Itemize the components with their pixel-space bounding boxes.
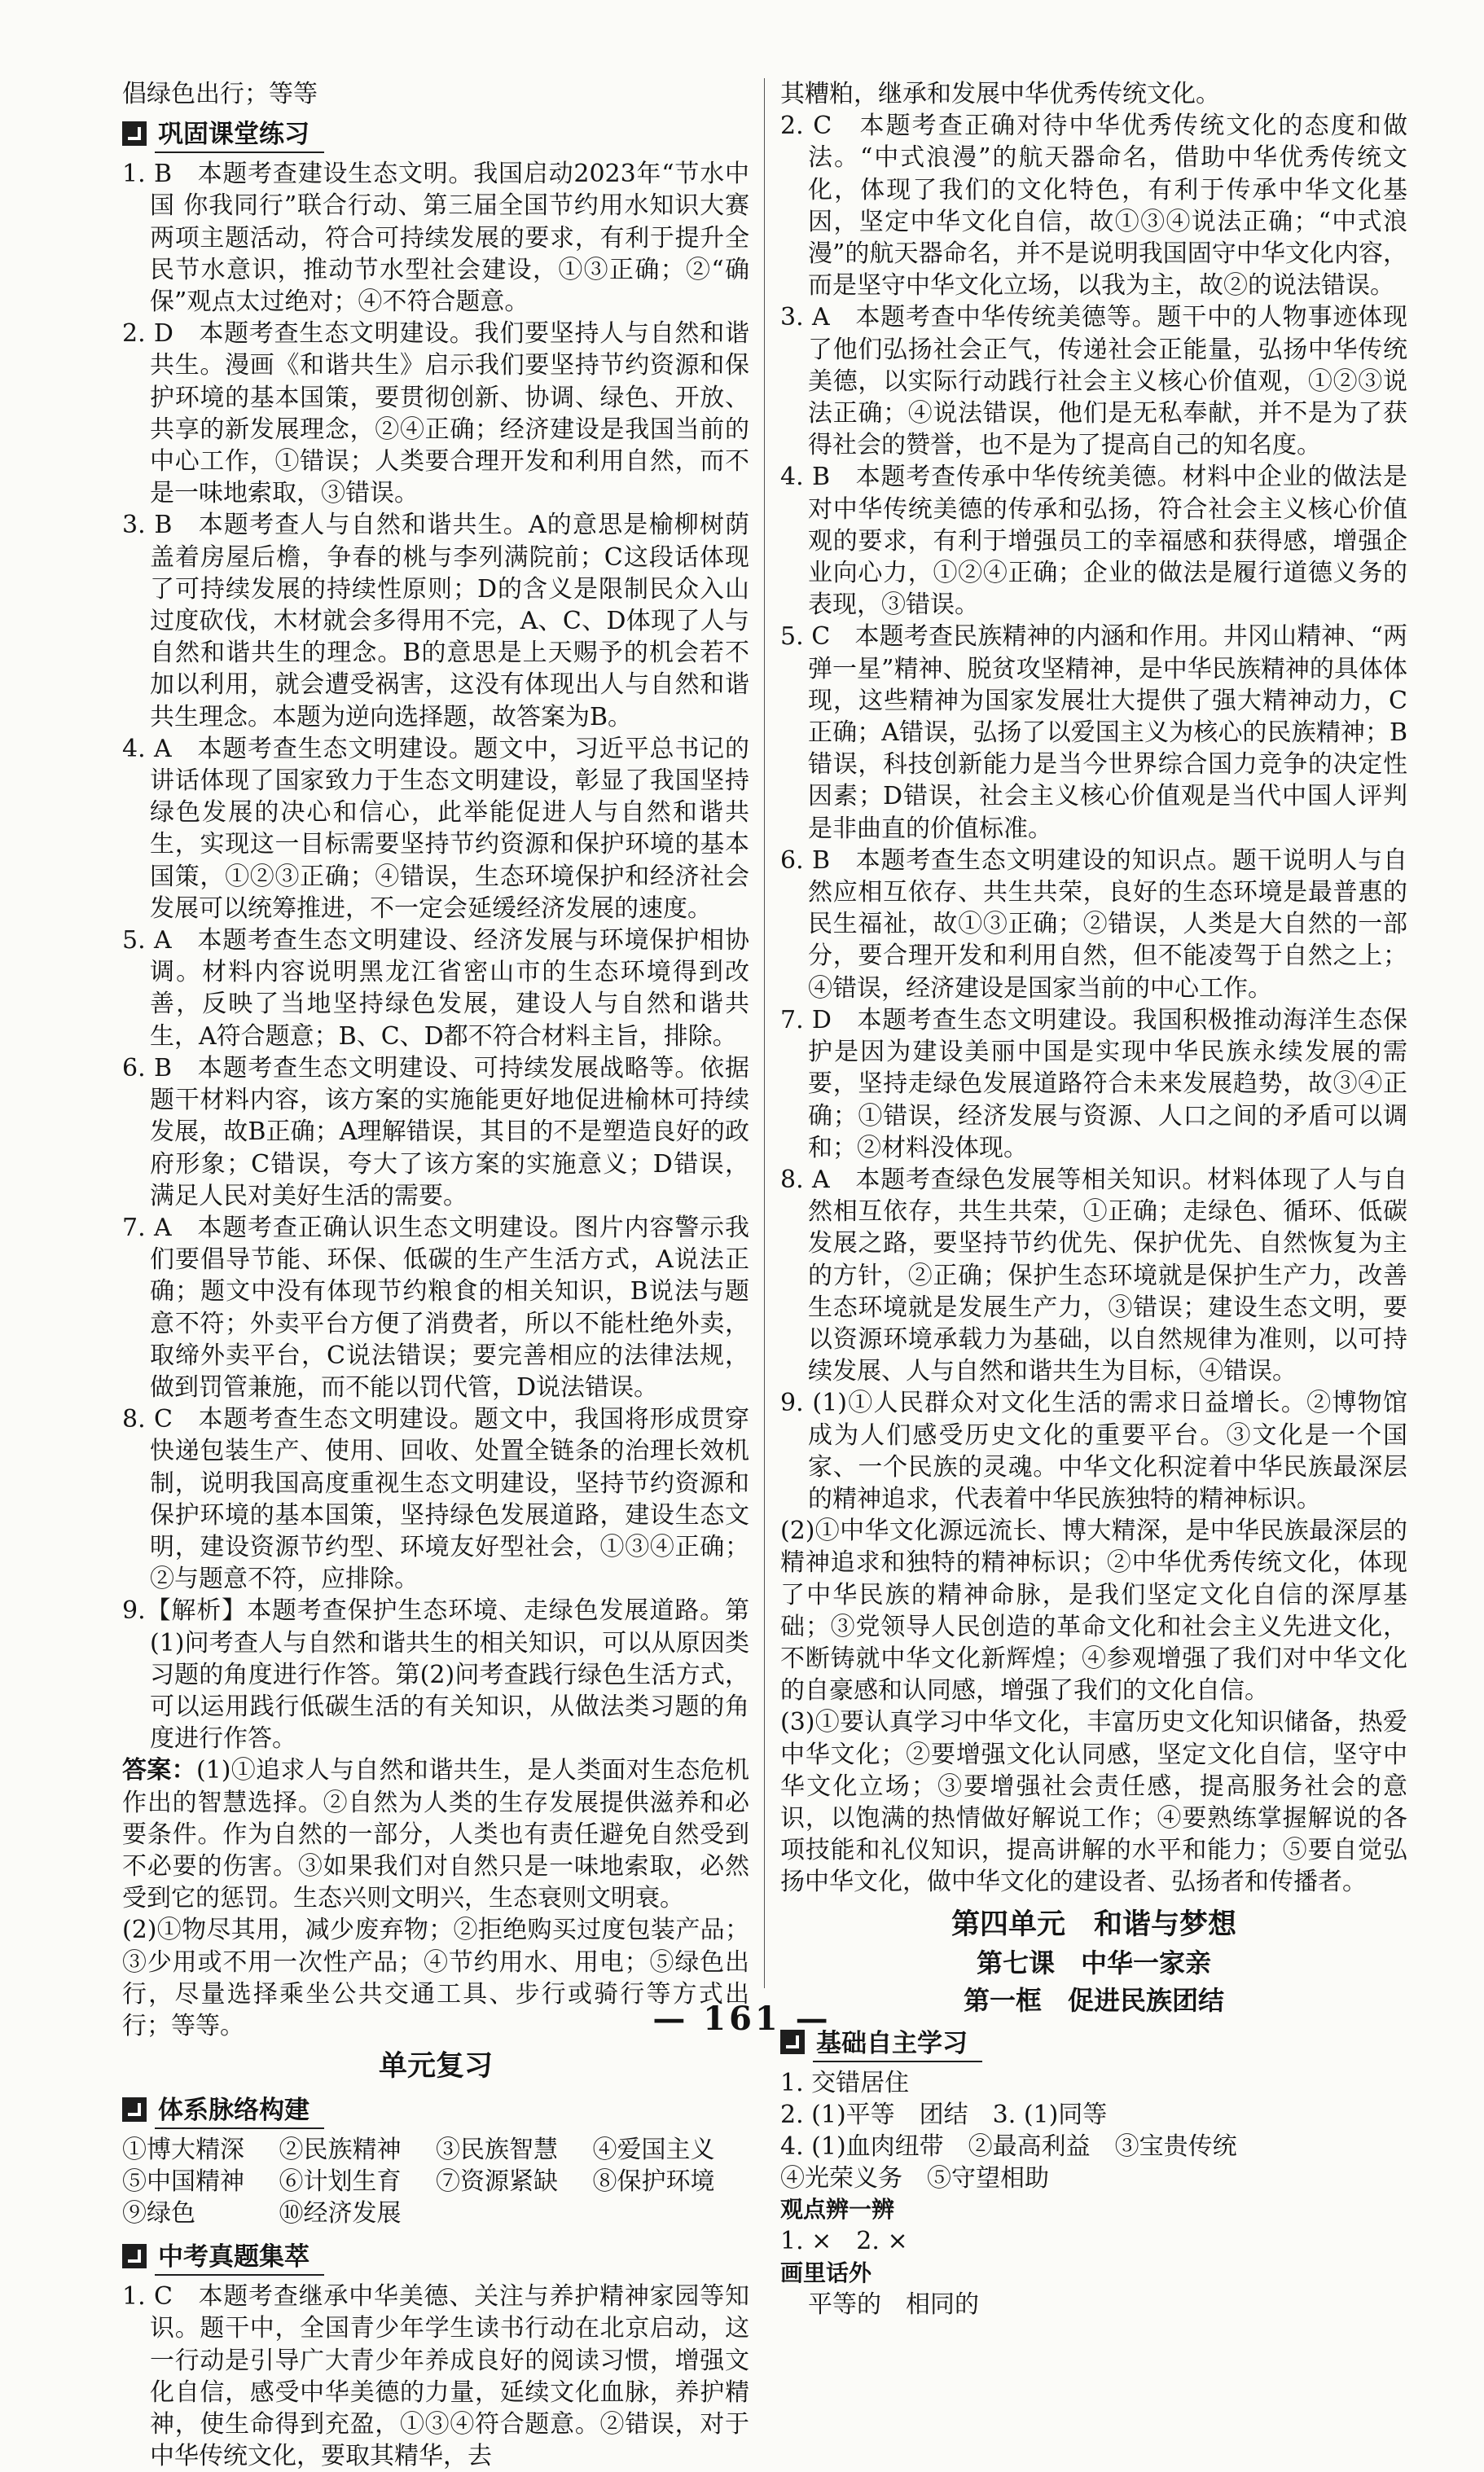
section-title: 巩固课堂练习 — [155, 113, 324, 153]
arrow-box-icon — [122, 121, 147, 146]
answer-item: 6. B 本题考查生态文明建设的知识点。题干说明人与自然应相互依存、共生共荣，良好的生态环境是最普惠的民生福祉，故①③正确；②错误，人类是大自然的一部分，要合理开发和利用自然，但不能凌驾于自然之上；④错误，经济建设是国家当前的中心工作。 — [780, 845, 1407, 1003]
answer-item: 3. A 本题考查中华传统美德等。题干中的人物事迹体现了他们弘扬社会正气，传递社会正能量，弘扬中华传统美德，以实际行动践行社会主义核心价值观，①②③说法正确；④说法错误，他们是无私奉献，并不是为了获得社会的赞誉，也不是为了提高自己的知名度。 — [780, 303, 1407, 460]
continuation-text: 倡绿色出行；等等 — [122, 80, 318, 108]
arrow-box-icon — [122, 2244, 147, 2268]
basic-answer: 2. (1)平等 团结 3. (1)同等 — [780, 2100, 1108, 2129]
answer-item: 6. B 本题考查生态文明建设、可持续发展战略等。依据题干材料内容，该方案的实施能更好地促进榆林可持续发展，故B正确；A理解错误，其目的不是塑造良好的政府形象；C错误，夸大了该方案的实施意义；D错误，满足人民对美好生活的需要。 — [122, 1053, 749, 1210]
answer-item: 4. B 本题考查传承中华传统美德。材料中企业的做法是对中华传统美德的传承和弘扬，符合社会主义核心价值观的要求，有利于增强员工的幸福感和获得感，增强企业向心力，①②④正确；企业的做法是履行道德义务的表现，③错误。 — [780, 463, 1407, 620]
framework-item: ⑦资源紧缺 — [436, 2167, 558, 2197]
arrow-box-icon — [122, 2097, 147, 2122]
basic-answer: ④光荣义务 ⑤守望相助 — [780, 2164, 1049, 2193]
answer-item: 7. A 本题考查正确认识生态文明建设。图片内容警示我们要倡导节能、环保、低碳的生产生活方式，A说法正确；题文中没有体现节约粮食的相关知识，B说法与题意不符；外卖平台方便了消费者，所以不能杜绝外卖，取缔外卖平台，C说法错误；要完善相应的法律法规，做到罚管兼施，而不能以罚代管，D说法错误。 — [122, 1213, 749, 1402]
answer-item: 8. C 本题考查生态文明建设。题文中，我国将形成贯穿快递包装生产、使用、回收、处置全链条的治理长效机制，说明我国高度重视生态文明建设，坚持节约资源和保护环境的基本国策，坚持绿色发展道路，建设生态文明，建设资源节约型、环境友好型社会，①③④正确；②与题意不符，应排除。 — [122, 1405, 749, 1594]
unit-title: 第四单元 和谐与梦想 — [951, 1908, 1236, 1941]
answer-item-9-part3: (3)①要认真学习中华文化，丰富历史文化知识储备，热爱中华文化；②要增强文化认同感，坚定文化自信，坚守中华文化立场；③要增强社会责任感，提高服务社会的意识，以饱满的热情做好解说工作；④要熟练掌握解说的各项技能和礼仪知识，提高讲解的水平和能力；⑤要自觉弘扬中华文化，做中华文化的建设者、弘扬者和传播者。 — [780, 1708, 1407, 1897]
view-title: 观点辨一辨 — [780, 2196, 895, 2224]
picture-title: 画里话外 — [780, 2259, 872, 2286]
section-header-framework — [122, 2089, 749, 2129]
answer-item: 1. C 本题考查继承中华美德、关注与养护精神家园等知识。题干中，全国青少年学生读书行动在北京启动，这一行动是引导广大青少年养成良好的阅读习惯，增强文化自信，感受中华美德的力量，延续文化血脉，养护精神，使生命得到充盈，①③④符合题意。②错误，对于中华传统文化，要取其精华，去 — [122, 2282, 749, 2471]
framework-item: ④爱国主义 — [592, 2136, 715, 2165]
section-title: 体系脉络构建 — [155, 2089, 324, 2129]
answer-item: 8. A 本题考查绿色发展等相关知识。材料体现了人与自然相互依存，共生共荣，①正确；走绿色、循环、低碳发展之路，要坚持节约优先、保护优先、自然恢复为主的方针，②正确；保护生态环境就是保护生产力，改善生态环境就是发展生产力，③错误；建设生态文明，要以资源环境承载力为基础，以自然规律为准则，以可持续发展、人与自然和谐共生为目标，④错误。 — [780, 1165, 1407, 1386]
answer-item-9-part2: (2)①中华文化源远流长、博大精深，是中华民族最深层的精神追求和独特的精神标识；②中华优秀传统文化，体现了中华民族的精神命脉，是我们坚定文化自信的深厚基础；③党领导人民创造的革命文化和社会主义先进文化，不断铸就中华文化新辉煌；④参观增强了我们对中华文化的自豪感和认同感，增强了我们的文化自信。 — [780, 1517, 1407, 1706]
answer-item: 5. C 本题考查民族精神的内涵和作用。井冈山精神、“两弹一星”精神、脱贫攻坚精神，是中华民族精神的具体体现，这些精神为国家发展壮大提供了强大精神动力，C正确；A错误，弘扬了以爱国主义为核心的民族精神；B错误，科技创新能力是当今世界综合国力竞争的决定性因素；D错误，社会主义核心价值观是当代中国人评判是非曲直的价值标准。 — [780, 622, 1407, 843]
section-header-practice — [122, 113, 749, 153]
answer-item: 5. A 本题考查生态文明建设、经济发展与环境保护相协调。材料内容说明黑龙江省密山市的生态环境得到改善，反映了当地坚持绿色发展，建设人与自然和谐共生，A符合题意；B、C、D都不符合材料主旨，排除。 — [122, 926, 749, 1051]
framework-item: ⑥计划生育 — [279, 2167, 402, 2197]
lesson-title: 第七课 中华一家亲 — [976, 1947, 1211, 1978]
answer-item: 7. D 本题考查生态文明建设。我国积极推动海洋生态保护是因为建设美丽中国是实现中华民族永续发展的需要，坚持走绿色发展道路符合未来发展趋势，故③④正确；①错误，经济发展与资源、人口之间的矛盾可以调和；②材料没体现。 — [780, 1005, 1407, 1162]
view-answer: 1. × 2. × — [780, 2227, 908, 2256]
framework-item: ③民族智慧 — [436, 2136, 558, 2165]
answer-item-9-analysis: 9.【解析】本题考查保护生态环境、走绿色发展道路。第(1)问考查人与自然和谐共生的相关知识，可以从原因类习题的角度进行作答。第(2)问考查践行绿色生活方式，可以运用践行低碳生活的有关知识，从做法类习题的角度进行作答。 — [122, 1596, 749, 1754]
answer-label: 答案： — [122, 1756, 196, 1785]
continuation-text: 其糟粕，继承和发展中华优秀传统文化。 — [780, 80, 1220, 108]
left-column — [122, 78, 749, 2472]
answer-item-9-part1 — [122, 1754, 749, 1914]
answer-text: (1)①追求人与自然和谐共生，是人类面对生态危机作出的智慧选择。②自然为人类的生存发展提供滋养和必要条件。作为自然的一部分，人类也有责任避免自然受到不必要的伤害。③如果我们对自然只是一味地索取，必然受到它的惩罚。生态兴则文明兴，生态衰则文明衰。 — [122, 1756, 749, 1913]
right-column — [780, 78, 1407, 2321]
framework-item: ①博大精深 — [122, 2136, 244, 2165]
basic-answer: 4. (1)血肉纽带 ②最高利益 ③宝贵传统 — [780, 2132, 1237, 2161]
framework-item: ⑤中国精神 — [122, 2167, 244, 2197]
framework-item: ⑩经济发展 — [279, 2199, 402, 2228]
answer-item: 3. B 本题考查人与自然和谐共生。A的意思是榆柳树荫盖着房屋后檐，争春的桃与李列满院前；C这段话体现了可持续发展的持续性原则；D的含义是限制民众入山过度砍伐，木材就会多得用不完，A、C、D体现了人与自然和谐共生的理念。B的意思是上天赐予的机会若不加以利用，就会遭受祸害，这没有体现出人与自然和谐共生理念。本题为逆向选择题，故答案为B。 — [122, 511, 749, 731]
answer-item: 4. A 本题考查生态文明建设。题文中，习近平总书记的讲话体现了国家致力于生态文明建设，彰显了我国坚持绿色发展的决心和信心，此举能促进人与自然和谐共生，实现这一目标需要坚持节约资源和保护环境的基本国策，①②③正确；④错误，生态环境保护和经济社会发展可以统筹推进，不一定会延缓经济发展的速度。 — [122, 734, 749, 923]
framework-item: ⑨绿色 — [122, 2199, 195, 2228]
framework-item: ②民族精神 — [279, 2136, 402, 2165]
section-title: 中考真题集萃 — [155, 2236, 324, 2276]
answer-item: 2. C 本题考查正确对待中华优秀传统文化的态度和做法。“中式浪漫”的航天器命名，借助中华优秀传统文化，体现了我们的文化特色，有利于传承中华文化基因，坚定中华文化自信，故①③④说法正确；“中式浪漫”的航天器命名，并不是说明我国固守中华文化内容，而是坚守中华文化立场，以我为主，故②的说法错误。 — [780, 112, 1407, 301]
answer-item-9: 9. (1)①人民群众对文化生活的需求日益增长。②博物馆成为人们感受历史文化的重要平台。③文化是一个国家、一个民族的灵魂。中华文化积淀着中华民族最深层的精神追求，代表着中华民族独特的精神标识。 — [780, 1389, 1407, 1513]
answer-item: 1. B 本题考查建设生态文明。我国启动2023年“节水中国 你我同行”联合行动、第三届全国节约用水知识大赛两项主题活动，符合可持续发展的要求，有利于提升全民节水意识，推动节水型社会建设，①③正确；②“确保”观点太过绝对；④不符合题意。 — [122, 160, 749, 317]
answer-item-9-part2: (2)①物尽其用，减少废弃物；②拒绝购买过度包装产品；③少用或不用一次性产品；④节约用水、用电；⑤绿色出行，尽量选择乘坐公共交通工具、步行或骑行等方式出行；等等。 — [122, 1916, 749, 2040]
answer-item: 2. D 本题考查生态文明建设。我们要坚持人与自然和谐共生。漫画《和谐共生》启示我们要坚持节约资源和保护环境的基本国策，要贯彻创新、协调、绿色、开放、共享的新发展理念，②④正确；经济建设是我国当前的中心工作，①错误；人类要合理开发和利用自然，而不是一味地索取，③错误。 — [122, 319, 749, 508]
unit-review-title: 单元复习 — [378, 2050, 493, 2083]
frame-title: 第一框 促进民族团结 — [963, 1984, 1224, 2016]
framework-item: ⑧保护环境 — [592, 2167, 715, 2197]
page-number: — 161 — — [652, 2000, 832, 2038]
basic-answer: 1. 交错居住 — [780, 2068, 910, 2097]
section-title: 基础自主学习 — [813, 2022, 982, 2062]
framework-list — [122, 2134, 749, 2229]
picture-answer: 平等的 相同的 — [808, 2290, 979, 2319]
column-divider — [764, 78, 765, 1988]
section-header-exam — [122, 2236, 749, 2276]
